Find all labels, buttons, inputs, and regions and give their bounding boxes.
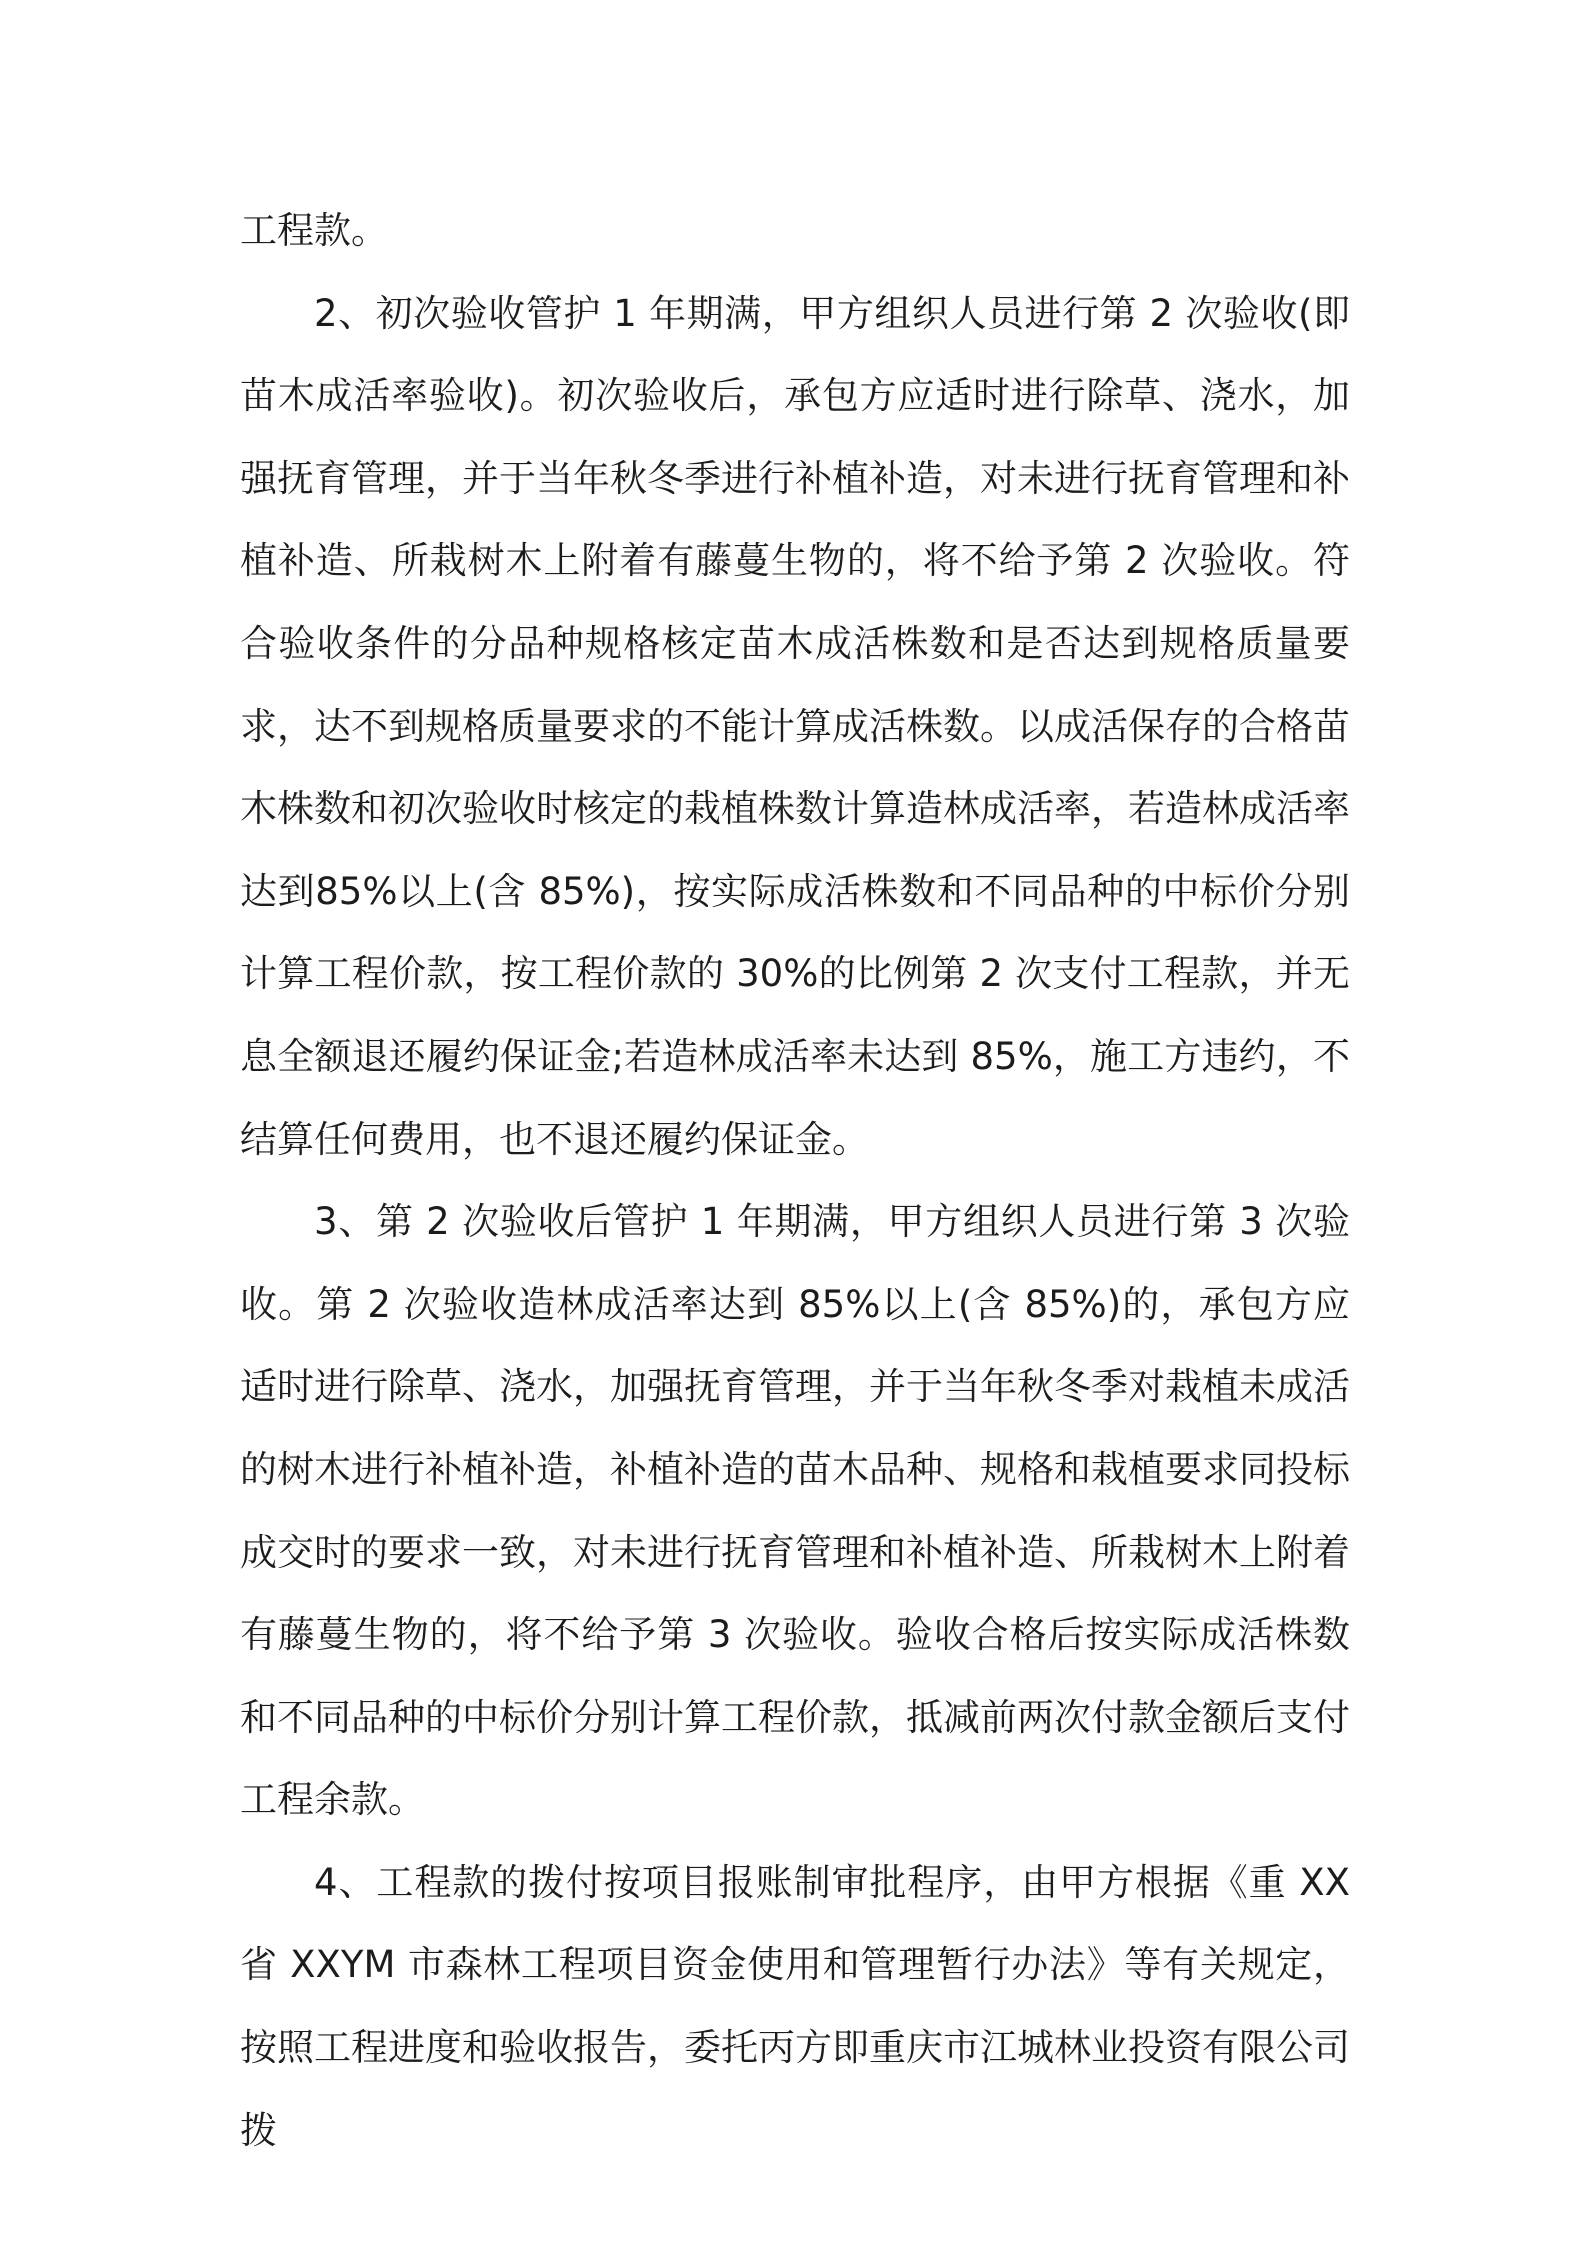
paragraph-clause-3: 3、第 2 次验收后管护 1 年期满，甲方组织人员进行第 3 次验收。第 2 次验收造林成活率达到 85%以上(含 85%)的，承包方应适时进行除草、浇水，加强抚育管理，并于当年秋冬季对栽植未成活的树木进行补植补造，补植补造的苗木品种、规格和栽植要求同投标成交时的要求一致，对未进行抚育管理和补植补造、所栽树木上附着有藤蔓生物的，将不给予第 3 次验收。验收合格后按实际成活株数和不同品种的中标价分别计算工程价款，抵减前两次付款金额后支付工程余款。: [240, 1200, 1350, 1822]
paragraph-clause-2: 2、初次验收管护 1 年期满，甲方组织人员进行第 2 次验收(即苗木成活率验收)。初次验收后，承包方应适时进行除草、浇水，加强抚育管理，并于当年秋冬季进行补植补造，对未进行抚育管理和补植补造、所栽树木上附着有藤蔓生物的，将不给予第 2 次验收。符合验收条件的分品种规格核定苗木成活株数和是否达到规格质量要求，达不到规格质量要求的不能计算成活株数。以成活保存的合格苗木株数和初次验收时核定的栽植株数计算造林成活率，若造林成活率达到85%以上(含 85%)，按实际成活株数和不同品种的中标价分别计算工程价款，按工程价款的 30%的比例第 2 次支付工程款，并无息全额退还履约保证金;若造林成活率未达到 85%，施工方违约，不结算任何费用，也不退还履约保证金。: [240, 291, 1350, 1161]
paragraph-clause-4: 4、工程款的拨付按项目报账制审批程序，由甲方根据《重 XX 省 XXYM 市森林工程项目资金使用和管理暂行办法》等有关规定，按照工程进度和验收报告，委托丙方即重庆市江城林业投资有限公司拨: [240, 1860, 1350, 2152]
paragraph-continuation: 工程款。: [240, 209, 388, 252]
document-body: [240, 190, 1350, 2172]
